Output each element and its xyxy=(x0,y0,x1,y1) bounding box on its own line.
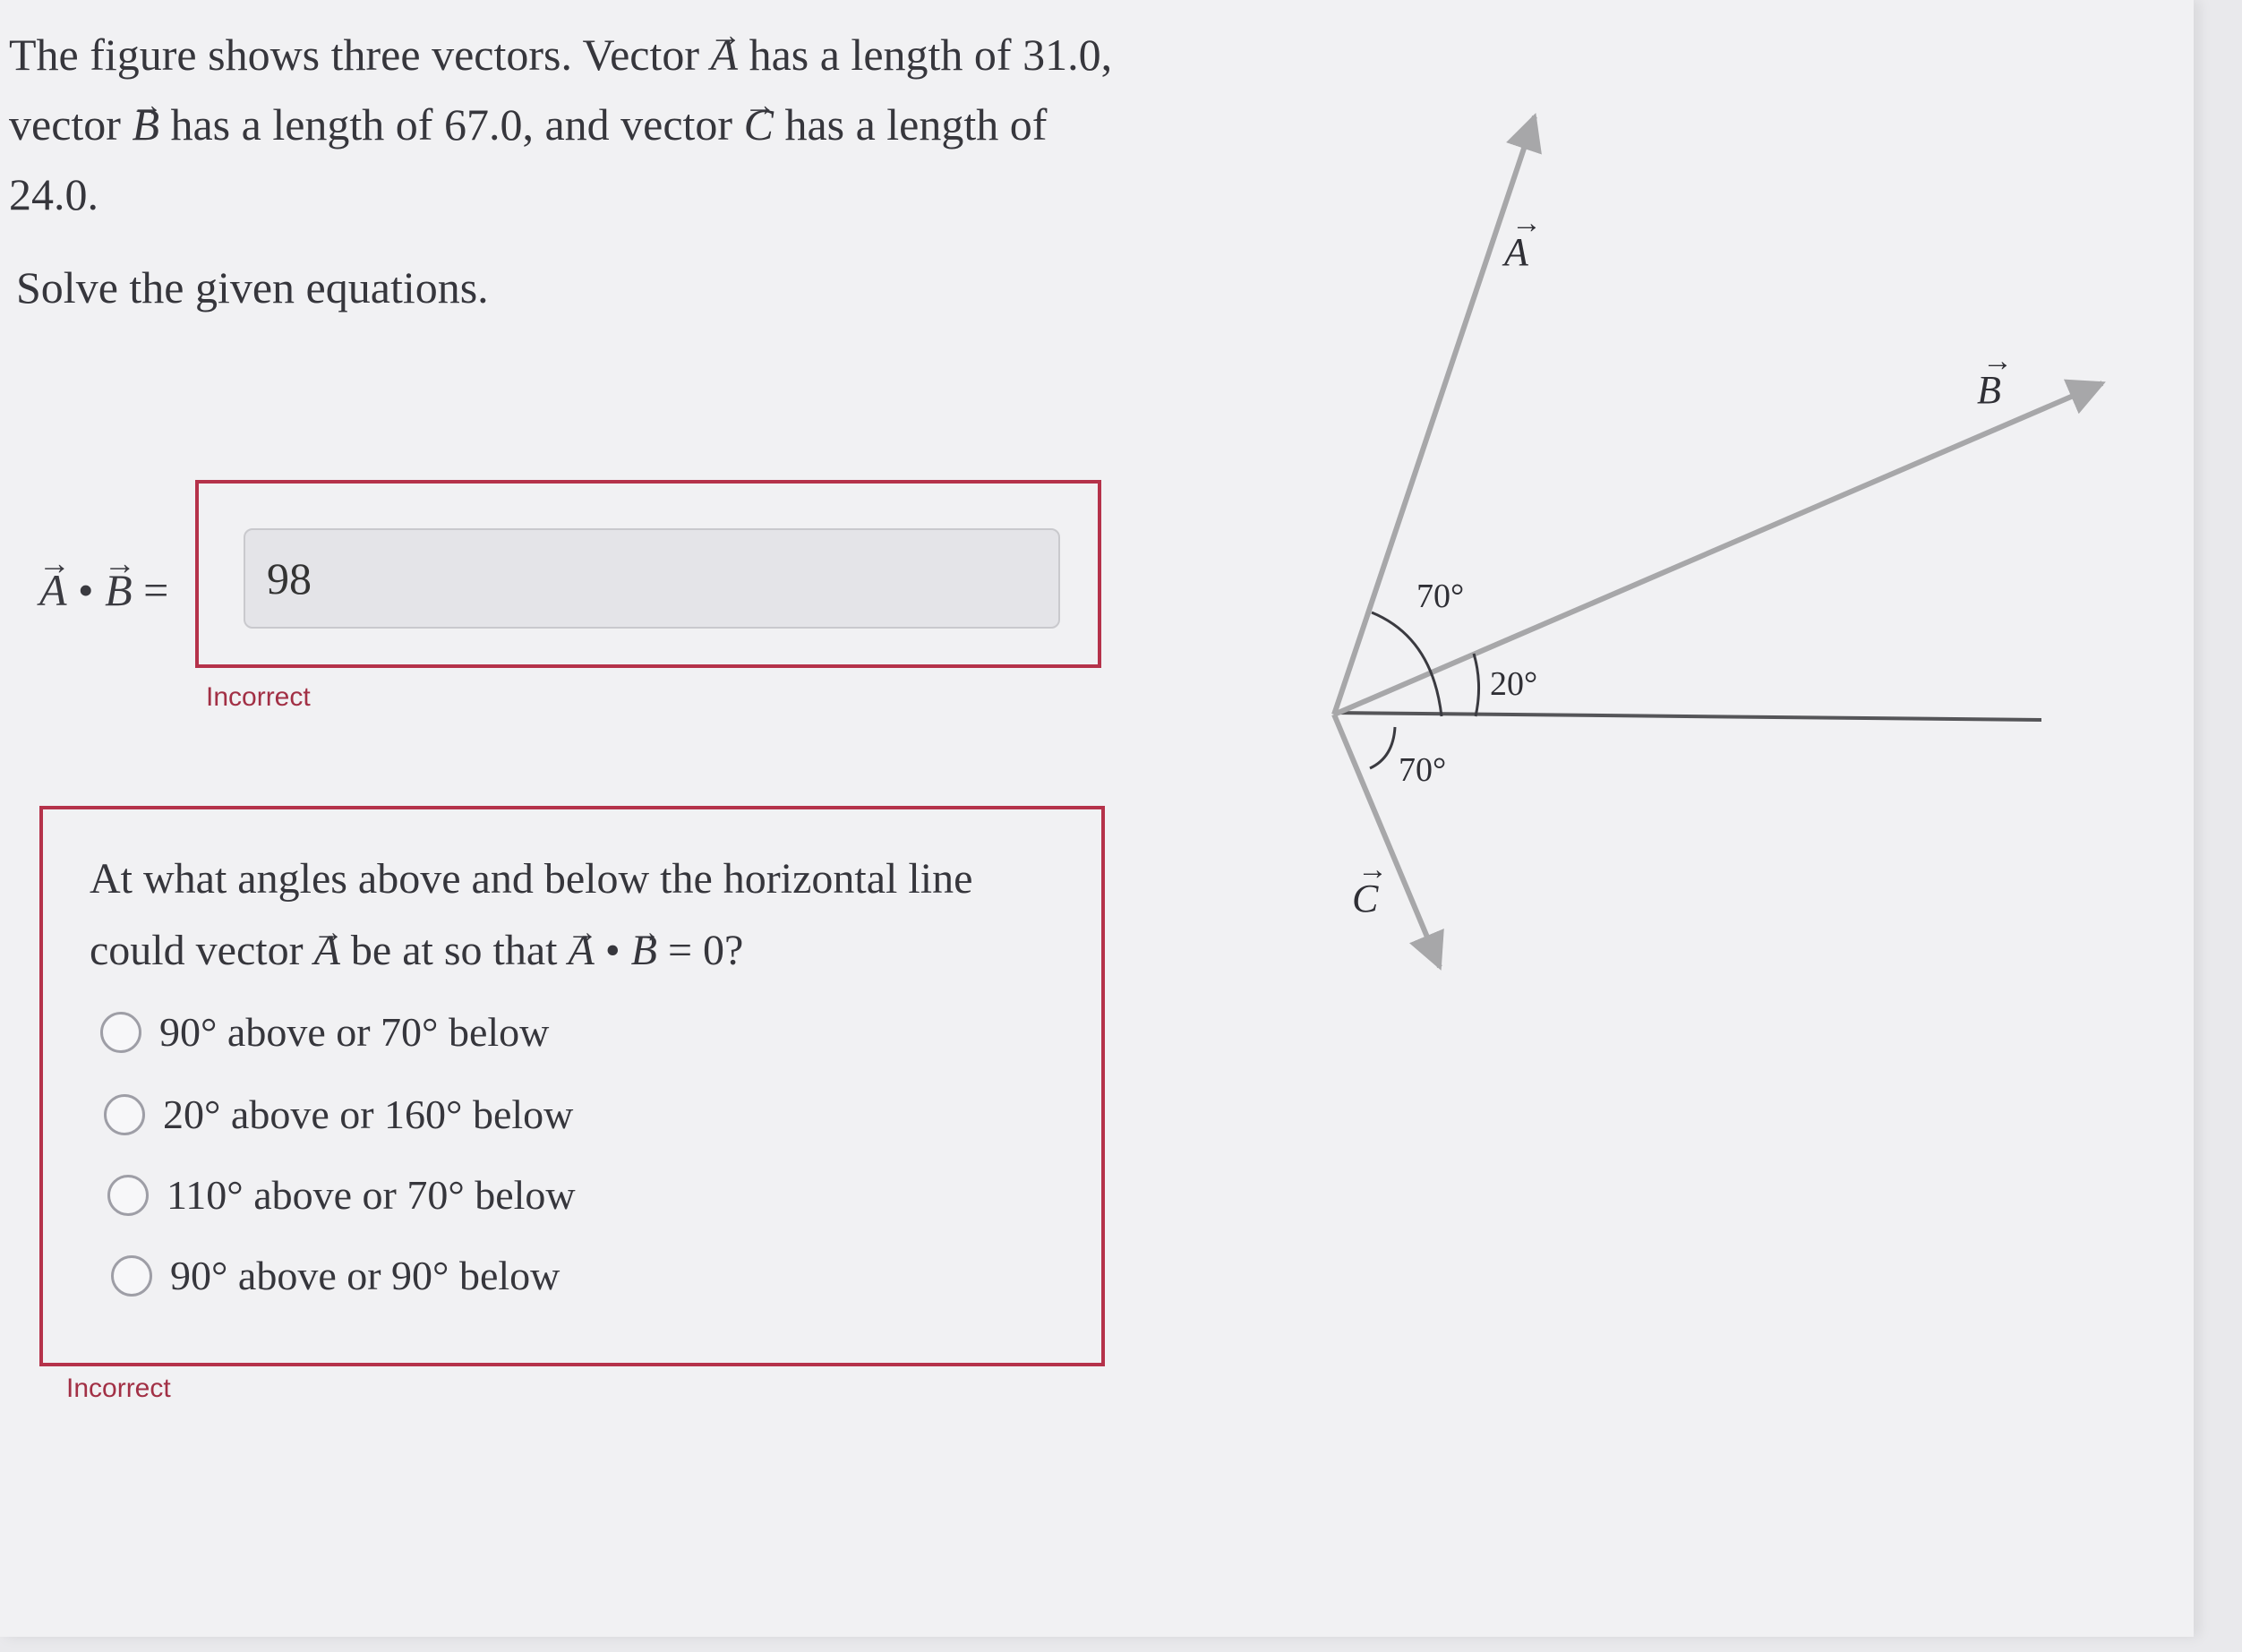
question2-feedback: Incorrect xyxy=(66,1374,171,1403)
angle-a-label: 70° xyxy=(1416,578,1465,615)
vector-c-label: C xyxy=(1352,877,1379,920)
radio-button[interactable] xyxy=(104,1094,145,1135)
question2-container xyxy=(39,806,1105,1366)
radio-button[interactable] xyxy=(100,1012,141,1053)
instruction-text: Solve the given equations. xyxy=(16,262,489,312)
question2-prompt: At what angles above and below the horizontal line could vector → A be at so that → A • → B = 0? xyxy=(90,843,1074,987)
vector-diagram xyxy=(1298,90,2122,985)
vector-b-symbol: → B xyxy=(132,90,159,159)
problem-statement: The figure shows three vectors. Vector → A has a length of 31.0, vector → B has a length of 67.0, and vector → C has a length of 24.0. xyxy=(9,20,1137,229)
radio-button[interactable] xyxy=(107,1175,149,1216)
vector-b-label-arrow: → xyxy=(1982,345,2013,378)
vector-a-label: A xyxy=(1504,230,1528,274)
answer-option-4[interactable]: 90° above or 90° below xyxy=(111,1252,560,1299)
angle-arc-a xyxy=(1372,612,1442,716)
vector-a-label-arrow: → xyxy=(1511,207,1542,240)
answer-option-3[interactable]: 110° above or 70° below xyxy=(107,1171,576,1219)
angle-c-label: 70° xyxy=(1399,751,1447,789)
question1-feedback: Incorrect xyxy=(206,682,311,712)
vector-c-label-arrow: → xyxy=(1357,853,1388,886)
answer-option-1[interactable]: 90° above or 70° below xyxy=(100,1008,549,1056)
angle-arc-b xyxy=(1474,654,1479,716)
dot-product-label: → A • → B = xyxy=(39,564,168,616)
angle-arc-c xyxy=(1370,727,1395,768)
answer-option-2[interactable]: 20° above or 160° below xyxy=(104,1091,573,1138)
vector-c-symbol: → C xyxy=(744,90,774,159)
vector-a-arrow xyxy=(1334,116,1538,715)
angle-b-label: 20° xyxy=(1490,665,1538,703)
vector-b-label: B xyxy=(1977,368,2001,412)
question1-answer-container xyxy=(195,480,1101,668)
dot-product-answer-input[interactable] xyxy=(244,528,1060,629)
radio-button[interactable] xyxy=(111,1255,152,1297)
vector-b-arrow xyxy=(1334,383,2102,715)
vector-a-symbol: → A xyxy=(711,20,739,90)
